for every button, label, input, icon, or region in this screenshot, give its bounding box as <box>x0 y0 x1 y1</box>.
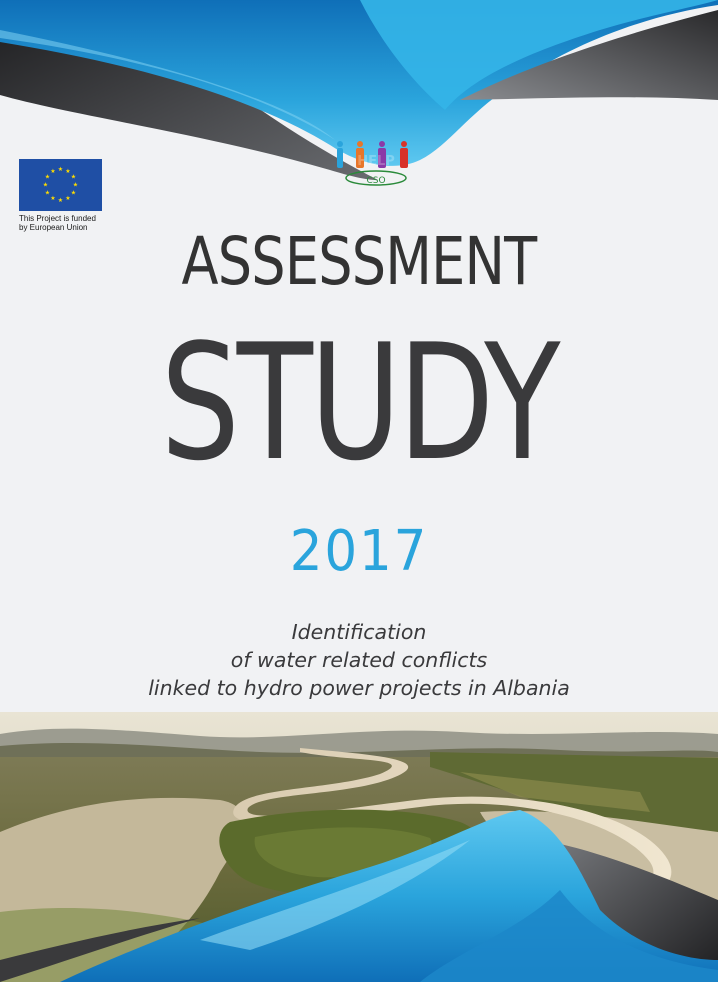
eu-caption-line2: by European Union <box>19 223 88 232</box>
svg-text:★: ★ <box>70 189 77 197</box>
svg-text:★: ★ <box>44 173 51 181</box>
eu-flag-icon <box>19 159 102 211</box>
svg-text:★: ★ <box>57 166 64 173</box>
year: 2017 <box>289 519 429 584</box>
help-logo-sub: CSO <box>366 176 386 186</box>
svg-text:★: ★ <box>44 189 51 197</box>
svg-text:★: ★ <box>70 173 77 181</box>
title-line-2: STUDY <box>160 309 558 496</box>
svg-text:★: ★ <box>50 168 56 175</box>
title-line-1: ASSESSMENT <box>181 223 537 300</box>
svg-text:★: ★ <box>57 197 64 204</box>
subtitle-line-3: linked to hydro power projects in Albania <box>148 676 570 700</box>
svg-text:★: ★ <box>42 181 49 189</box>
bottom-decoration <box>0 810 718 982</box>
svg-text:★: ★ <box>65 168 71 175</box>
svg-text:★: ★ <box>50 195 56 202</box>
svg-text:★: ★ <box>65 195 71 202</box>
help-cso-logo <box>328 138 424 186</box>
eu-caption-line1: This Project is funded <box>19 214 96 223</box>
subtitle <box>0 618 718 702</box>
help-logo-word: HELP <box>357 154 395 169</box>
svg-text:★: ★ <box>72 181 79 189</box>
subtitle-line-2: of water related conflicts <box>230 648 488 672</box>
subtitle-line-1: Identification <box>291 620 427 644</box>
